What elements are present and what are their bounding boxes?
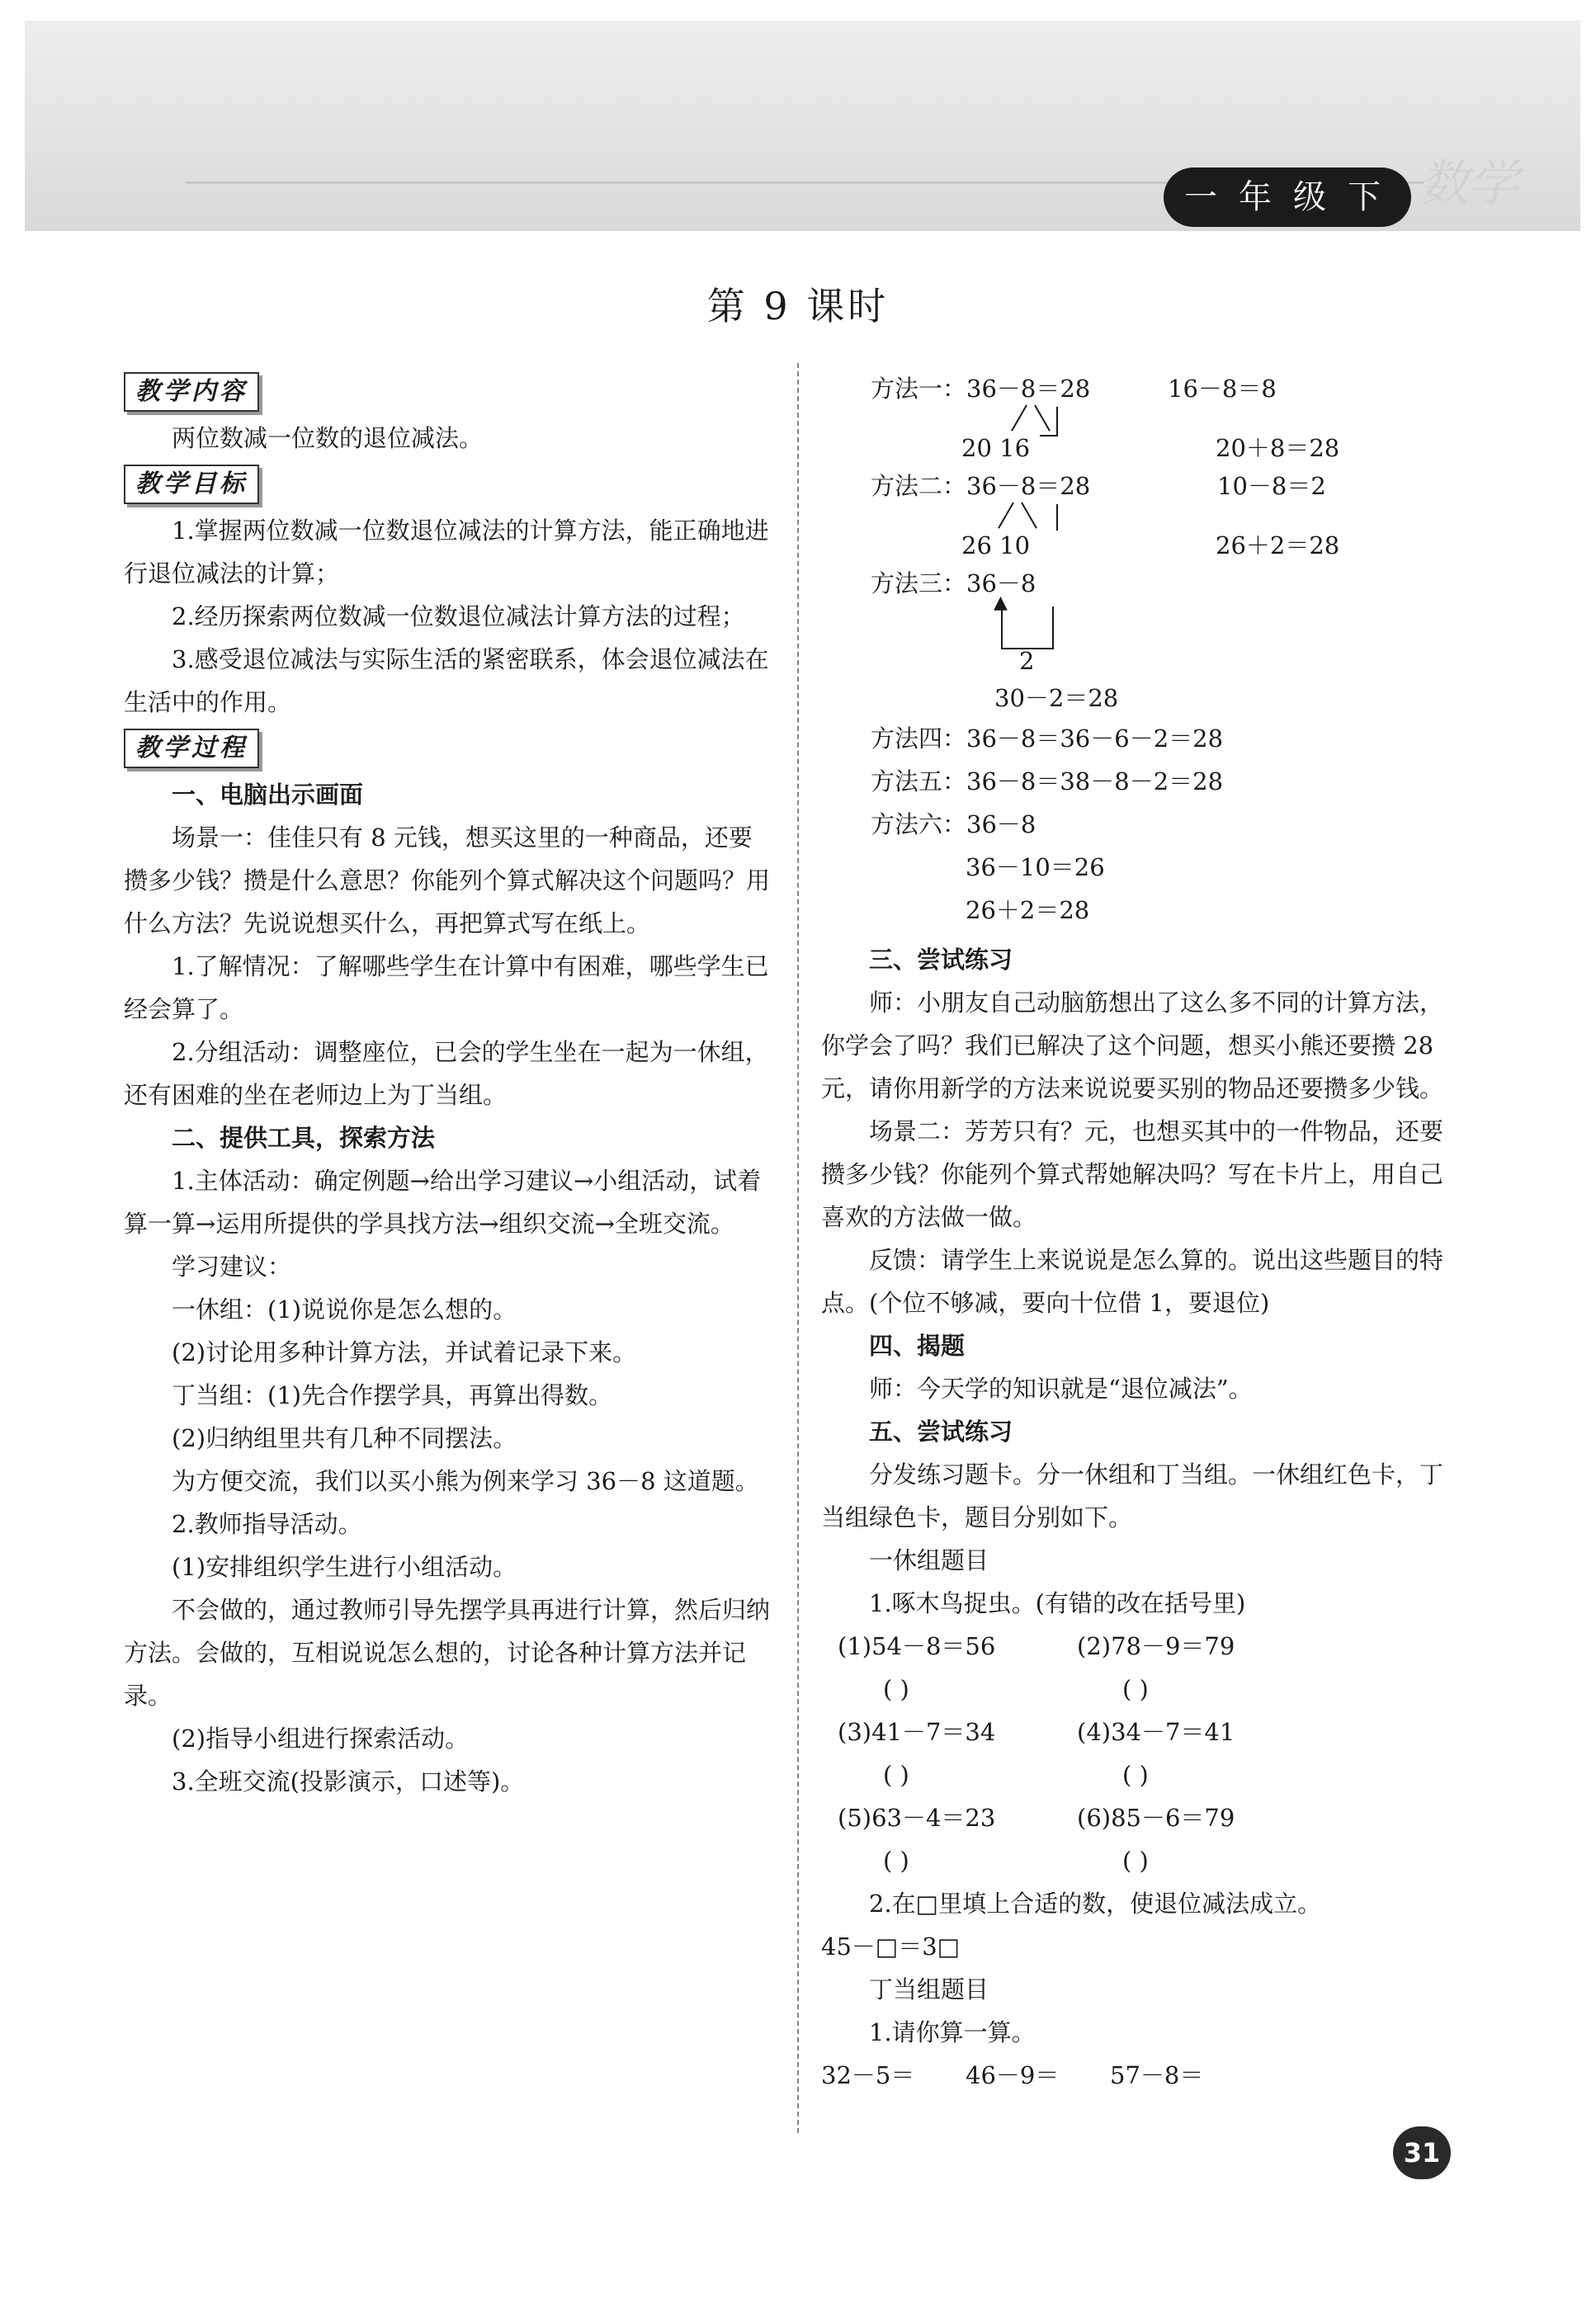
method-1-split: 20 16 xyxy=(961,434,1031,462)
advice-1: 一休组：(1)说说你是怎么想的。 xyxy=(172,1295,517,1324)
q1-answer-row-3 xyxy=(838,1839,1461,1882)
section-5-heading: 五、尝试练习 xyxy=(869,1418,1013,1446)
subject-watermark: 数学 xyxy=(1419,155,1518,213)
method-5: 方法五：36－8＝38－8－2＝28 xyxy=(871,767,1224,795)
question-1-grid xyxy=(821,1625,1461,1882)
q1-item-3: (3)41－7＝34 xyxy=(838,1718,996,1746)
q3-item-3: 57－8＝ xyxy=(1110,2061,1204,2089)
answer-box[interactable]: ( ) xyxy=(883,1847,909,1875)
method-6-step1: 36－10＝26 xyxy=(966,853,1105,881)
method-1-step1: 16－8＝8 xyxy=(1168,375,1277,403)
q1-row-3 xyxy=(838,1796,1461,1839)
q1-row-1 xyxy=(838,1625,1461,1668)
scene-1: 场景一：佳佳只有 8 元钱，想买这里的一种商品，还要攒多少钱？攒是什么意思？你能列个算式解决这个问题吗？用什么方法？先说说想买什么，再把算式写在纸上。 xyxy=(124,824,771,937)
method-3-right-stem xyxy=(1052,606,1054,648)
method-1-hook xyxy=(1040,435,1058,437)
teacher-remark-2: 师：今天学的知识就是“退位减法”。 xyxy=(869,1375,1253,1403)
example-text: 为方便交流，我们以买小熊为例来学习 36－8 这道题。 xyxy=(172,1467,759,1495)
practice-intro: 分发练习题卡。分一休组和丁当组。一休组红色卡，丁当组绿色卡，题目分别如下。 xyxy=(821,1461,1444,1531)
method-2-stem xyxy=(1056,504,1058,531)
method-1-stem xyxy=(1056,407,1058,435)
q1-answer-row-2 xyxy=(838,1753,1461,1796)
lesson-title: 第 9 课时 xyxy=(706,284,890,328)
header-banner xyxy=(25,21,1580,231)
heading-teaching-content: 教学内容 xyxy=(124,372,259,412)
q3-item-2: 46－9＝ xyxy=(966,2061,1060,2089)
advice-2: (2)讨论用多种计算方法，并试着记录下来。 xyxy=(172,1338,637,1366)
method-2-label: 方法二：36－8＝28 xyxy=(871,472,1091,500)
question-3: 1.请你算一算。 xyxy=(869,2018,1036,2046)
guide-c: (2)指导小组进行探索活动。 xyxy=(172,1725,470,1753)
section-2-heading: 二、提供工具，探索方法 xyxy=(172,1124,436,1152)
step-main-activity: 1.主体活动：确定例题→给出学习建议→小组活动，试着算一算→运用所提供的学具找方法→组织交流→全班交流。 xyxy=(124,1167,762,1238)
section-4-heading: 四、揭题 xyxy=(869,1332,966,1360)
step-teacher-guide: 2.教师指导活动。 xyxy=(172,1510,362,1538)
heading-teaching-process: 教学过程 xyxy=(124,729,259,768)
advice-4: (2)归纳组里共有几种不同摆法。 xyxy=(172,1424,517,1452)
heading-teaching-goals: 教学目标 xyxy=(124,465,259,504)
group-2-title: 丁当组题目 xyxy=(869,1975,989,2003)
step-grouping: 2.分组活动：调整座位，已会的学生坐在一起为一休组，还有困难的坐在老师边上为丁当组。 xyxy=(124,1038,769,1109)
guide-b: 不会做的，通过教师引导先摆学具再进行计算，然后归纳方法。会做的，互相说说怎么想的，讨论各种计算方法并记录。 xyxy=(124,1596,771,1710)
method-4: 方法四：36－8＝36－6－2＝28 xyxy=(871,724,1224,753)
answer-box[interactable]: ( ) xyxy=(1122,1761,1149,1789)
step-understand: 1.了解情况：了解哪些学生在计算中有困难，哪些学生已经会算了。 xyxy=(124,952,769,1023)
q1-item-1: (1)54－8＝56 xyxy=(838,1632,996,1660)
grade-label: 一年级下 xyxy=(1164,168,1411,227)
method-3-label: 方法三：36－8 xyxy=(871,569,1036,597)
question-2: 2.在□里填上合适的数，使退位减法成立。 xyxy=(869,1890,1322,1918)
scene-2: 场景二：芳芳只有？元，也想买其中的一件物品，还要攒多少钱？你能列个算式帮她解决吗？写在卡片上，用自己喜欢的方法做一做。 xyxy=(821,1117,1444,1231)
method-3-result: 30－2＝28 xyxy=(994,684,1119,712)
question-1: 1.啄木鸟捉虫。(有错的改在括号里) xyxy=(869,1589,1246,1617)
method-2-step1: 10－8＝2 xyxy=(1217,472,1326,500)
method-3-borrow: 2 xyxy=(1019,647,1035,675)
method-2-step2: 26＋2＝28 xyxy=(1216,531,1340,559)
q1-item-5: (5)63－4＝23 xyxy=(838,1804,996,1832)
question-2-equation: 45－□＝3□ xyxy=(821,1933,961,1961)
goal-1: 1.掌握两位数减一位数退位减法的计算方法，能正确地进行退位减法的计算； xyxy=(124,517,769,588)
method-6: 方法六：36－8 xyxy=(871,810,1036,838)
q3-item-1: 32－5＝ xyxy=(821,2061,915,2089)
right-column xyxy=(821,367,1461,2097)
method-2-split: 26 10 xyxy=(961,531,1031,559)
answer-box[interactable]: ( ) xyxy=(883,1675,909,1703)
content-text: 两位数减一位数的退位减法。 xyxy=(172,424,484,452)
page-number: 31 xyxy=(1393,2126,1451,2179)
section-3-heading: 三、尝试练习 xyxy=(869,946,1013,974)
answer-box[interactable]: ( ) xyxy=(883,1761,909,1789)
guide-a: (1)安排组织学生进行小组活动。 xyxy=(172,1553,517,1581)
answer-box[interactable]: ( ) xyxy=(1122,1847,1149,1875)
method-6-step2: 26＋2＝28 xyxy=(966,896,1090,924)
question-3-items xyxy=(821,2054,1461,2097)
method-1-label: 方法一：36－8＝28 xyxy=(871,375,1091,403)
q1-item-4: (4)34－7＝41 xyxy=(1077,1718,1235,1746)
goal-2: 2.经历探索两位数减一位数退位减法计算方法的过程； xyxy=(172,602,745,630)
step-class-share: 3.全班交流(投影演示，口述等)。 xyxy=(172,1767,525,1796)
method-diagrams xyxy=(821,367,1461,938)
column-divider xyxy=(797,363,799,2133)
teacher-remark-1: 师：小朋友自己动脑筋想出了这么多不同的计算方法，你学会了吗？我们已解决了这个问题，想买小熊还要攒 28 元，请你用新学的方法来说说要买别的物品还要攒多少钱。 xyxy=(821,989,1444,1102)
method-1-step2: 20＋8＝28 xyxy=(1216,434,1340,462)
goal-3: 3.感受退位减法与实际生活的紧密联系，体会退位减法在生活中的作用。 xyxy=(124,645,769,716)
advice-3: 丁当组：(1)先合作摆学具，再算出得数。 xyxy=(172,1381,613,1409)
answer-box[interactable]: ( ) xyxy=(1122,1675,1149,1703)
q1-item-6: (6)85－6＝79 xyxy=(1077,1804,1235,1832)
section-1-heading: 一、电脑出示画面 xyxy=(172,781,364,809)
q1-item-2: (2)78－9＝79 xyxy=(1077,1632,1235,1660)
feedback: 反馈：请学生上来说说是怎么算的。说出这些题目的特点。(个位不够减，要向十位借 1，要退位) xyxy=(821,1246,1444,1317)
q1-answer-row-1 xyxy=(838,1668,1461,1711)
advice-title: 学习建议： xyxy=(172,1253,292,1281)
q1-row-2 xyxy=(838,1711,1461,1753)
left-column xyxy=(124,367,776,1803)
method-3-arrow-icon: ▲ xyxy=(994,592,1008,613)
group-1-title: 一休组题目 xyxy=(869,1546,989,1574)
